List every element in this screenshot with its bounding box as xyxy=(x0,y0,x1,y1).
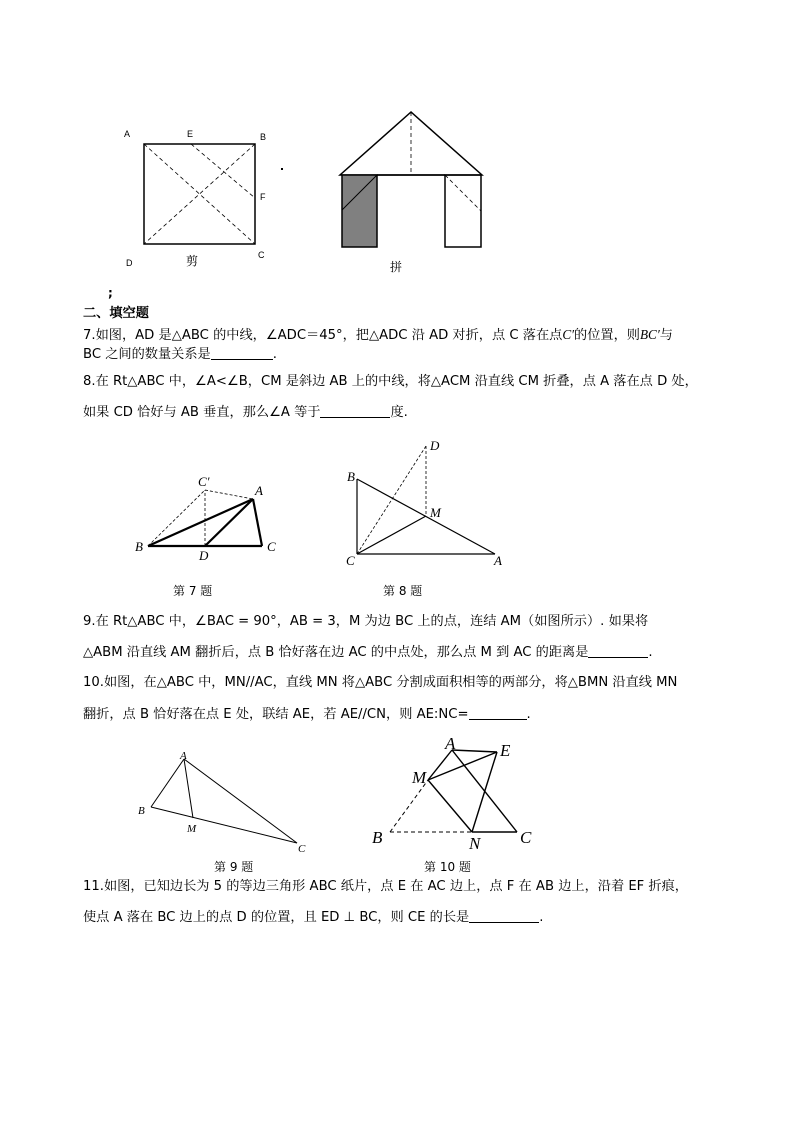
fig7-bc-prime xyxy=(148,490,205,546)
q8-answer-blank[interactable] xyxy=(320,403,390,418)
question-9-line-1: 9.在 Rt△ABC 中，∠BAC = 90°，AB = 3，M 为边 BC 上的点，连结 AM（如图所示）. 如果将 xyxy=(83,614,649,629)
fig8-label-c: C xyxy=(346,553,355,568)
fig7-label-a: A xyxy=(255,483,263,498)
label-e: E xyxy=(187,129,194,139)
fig7-ad xyxy=(205,499,253,546)
question-9-line-2 xyxy=(83,643,653,663)
fig10-bm-dashed xyxy=(390,780,428,832)
figure-8 xyxy=(340,438,510,573)
fig10-mn xyxy=(428,780,472,832)
fig10-label-a: A xyxy=(445,734,456,753)
fig9-label-b: B xyxy=(138,805,145,817)
label-b: B xyxy=(260,132,267,142)
fig8-cm xyxy=(357,516,426,554)
fig10-label-m: M xyxy=(412,768,427,787)
right-pillar xyxy=(445,175,481,247)
q11-text-a: 使点 A 落在 BC 边上的点 D 的位置，且 ED ⊥ BC，则 CE 的长是 xyxy=(83,910,470,925)
question-7-line-2 xyxy=(83,345,277,365)
label-d: D xyxy=(126,258,133,268)
fig9-label-m: M xyxy=(187,823,197,835)
q7-text-c: 与 xyxy=(659,328,673,343)
square-caption: 剪 xyxy=(186,254,199,268)
left-pillar xyxy=(342,175,377,247)
figure-9-caption: 第 9 题 xyxy=(214,860,254,874)
figure-7 xyxy=(130,470,285,570)
fig7-label-c-prime: C′ xyxy=(198,474,210,489)
q7-text-e: . xyxy=(272,347,277,362)
q10-text-a: 翻折，点 B 恰好落在点 E 处，联结 AE，若 AE//CN，则 AE:NC= xyxy=(83,707,469,722)
label-a: A xyxy=(124,129,131,139)
q9-answer-blank[interactable] xyxy=(588,643,648,658)
fig9-am xyxy=(184,759,193,818)
question-8-line-1: 8.在 Rt△ABC 中，∠A<∠B，CM 是斜边 AB 上的中线，将△ACM 沿直线 CM 折叠，点 A 落在点 D 处， xyxy=(83,374,698,389)
figure-8-caption: 第 8 题 xyxy=(383,584,423,598)
q9-text-b: . xyxy=(648,645,653,660)
house-caption: 拼 xyxy=(390,260,403,274)
house-assembled-figure xyxy=(335,105,490,255)
q7-math-c-prime: C′ xyxy=(562,327,575,342)
fig7-label-d: D xyxy=(199,548,209,563)
question-7-line-1 xyxy=(83,325,673,346)
fig10-label-n: N xyxy=(469,834,481,851)
label-f: F xyxy=(260,192,266,202)
fig7-label-b: B xyxy=(135,539,143,554)
fig9-ac xyxy=(184,759,297,843)
figure-10-caption: 第 10 题 xyxy=(424,860,471,874)
fig9-ab xyxy=(151,759,184,807)
q7-math-bc-prime: BC′ xyxy=(639,327,660,342)
fig9-label-c: C xyxy=(298,843,306,855)
question-10-line-2 xyxy=(83,705,531,725)
segment-ef xyxy=(191,144,255,198)
question-11-line-2 xyxy=(83,908,543,928)
q7-answer-blank[interactable] xyxy=(211,345,273,360)
fig8-label-m: M xyxy=(430,505,441,520)
fig10-label-c: C xyxy=(520,828,532,847)
fig10-ne xyxy=(472,752,497,832)
fig10-label-b: B xyxy=(372,828,383,847)
fig10-ae xyxy=(452,750,497,752)
fig9-bc xyxy=(151,807,297,843)
stray-dot xyxy=(281,168,283,170)
fig10-label-e: E xyxy=(500,741,511,760)
fig8-label-b: B xyxy=(347,469,355,484)
q9-text-a: △ABM 沿直线 AM 翻折后，点 B 恰好落在边 AC 的中点处，那么点 M 到 AC 的距离是 xyxy=(83,645,589,660)
q7-text-a: 7.如图，AD 是△ABC 的中线，∠ADC＝45°，把△ADC 沿 AD 对折，点 C 落在点 xyxy=(83,328,563,343)
q11-answer-blank[interactable] xyxy=(469,908,539,923)
fig8-cd xyxy=(357,446,426,554)
fig7-ac-prime xyxy=(205,490,253,499)
q10-answer-blank[interactable] xyxy=(469,705,527,720)
stray-semicolon: ; xyxy=(108,286,113,300)
q8-text-a: 如果 CD 恰好与 AB 垂直，那么∠A 等于 xyxy=(83,405,321,420)
q11-text-b: . xyxy=(539,910,544,925)
q10-text-b: . xyxy=(526,707,531,722)
section-heading: 二、填空题 xyxy=(83,306,149,321)
fig8-label-a: A xyxy=(494,553,502,568)
label-c: C xyxy=(258,250,265,260)
right-pillar-fold xyxy=(445,175,481,211)
fig7-ac xyxy=(253,499,262,546)
fig9-label-a: A xyxy=(180,750,187,762)
q7-text-b: 的位置，则 xyxy=(574,328,640,343)
fig8-label-d: D xyxy=(430,438,440,453)
q7-text-d: BC 之间的数量关系是 xyxy=(83,347,211,362)
fig7-label-c: C xyxy=(267,539,276,554)
question-11-line-1: 11.如图，已知边长为 5 的等边三角形 ABC 纸片，点 E 在 AC 边上，点 F 在 AB 边上，沿着 EF 折痕， xyxy=(83,879,688,894)
question-8-line-2 xyxy=(83,403,408,423)
question-10-line-1: 10.如图，在△ABC 中，MN//AC，直线 MN 将△ABC 分割成面积相等的两部分，将△BMN 沿直线 MN xyxy=(83,675,678,690)
figure-10 xyxy=(365,733,545,851)
figure-9 xyxy=(130,748,315,858)
fig7-ba xyxy=(148,499,253,546)
q8-text-b: 度. xyxy=(390,405,408,420)
figure-7-caption: 第 7 题 xyxy=(173,584,213,598)
